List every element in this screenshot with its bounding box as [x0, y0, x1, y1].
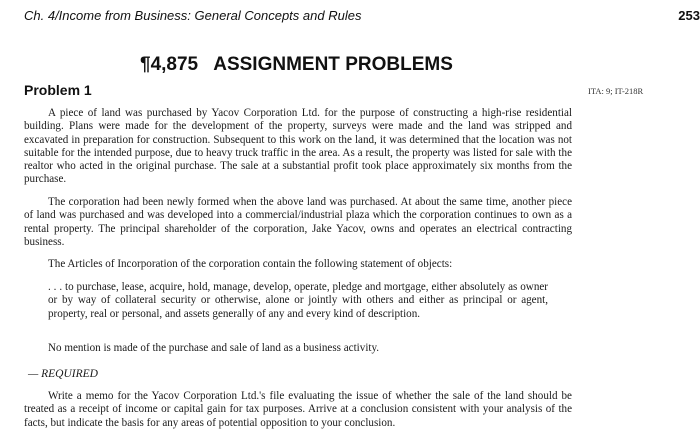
- section-title: ¶4,875 ASSIGNMENT PROBLEMS: [140, 54, 453, 75]
- running-head: Ch. 4/Income from Business: General Concepts and Rules: [24, 8, 362, 23]
- problem-heading: Problem 1: [24, 82, 92, 98]
- required-label: — REQUIRED: [28, 368, 98, 380]
- page-number: 253: [678, 8, 700, 23]
- objects-intro: The Articles of Incorporation of the corporation contain the following statement of objects:: [48, 258, 453, 270]
- objects-quote: . . . to purchase, lease, acquire, hold, manage, develop, operate, pledge and mortgage, either absolutely as owner or by way of collateral security or otherwise, alone or jointly with others and either as principal or agent, property, real or personal, and assets generally of any and every kind of description.: [48, 281, 548, 320]
- business-note: No mention is made of the purchase and sale of land as a business activity.: [48, 342, 380, 354]
- facts-paragraph-2: The corporation had been newly formed when the above land was purchased. At about the same time, another piece of land was purchased and was developed into a commercial/industrial plaza which the corporation continues to own as a rental property. The principal shareholder of the corporation, Jake Yacov, owns and operates an electrical contracting business.: [24, 196, 572, 248]
- facts-paragraph-1: A piece of land was purchased by Yacov Corporation Ltd. for the purpose of constructing a high-rise residential building. Plans were made for the development of the property, surveys were made and the land was stripped and excavated in preparation for construction. Subsequent to this work on the land, it was determined that the location was not suitable for the intended purpose, due to heavy truck traffic in the area. As a result, the property was listed for sale with the realtor who acted in the original purchase. The sale at a substantial profit took place approximately six months from the purchase.: [24, 107, 572, 186]
- statute-reference: ITA: 9; IT-218R: [588, 86, 644, 96]
- required-paragraph: Write a memo for the Yacov Corporation Ltd.'s file evaluating the issue of whether the sale of the land should be treated as a receipt of income or capital gain for tax purposes. Arrive at a conclusion consistent with your analysis of the facts, but indicate the basis for any areas of potential opposition to your conclusion.: [24, 390, 572, 429]
